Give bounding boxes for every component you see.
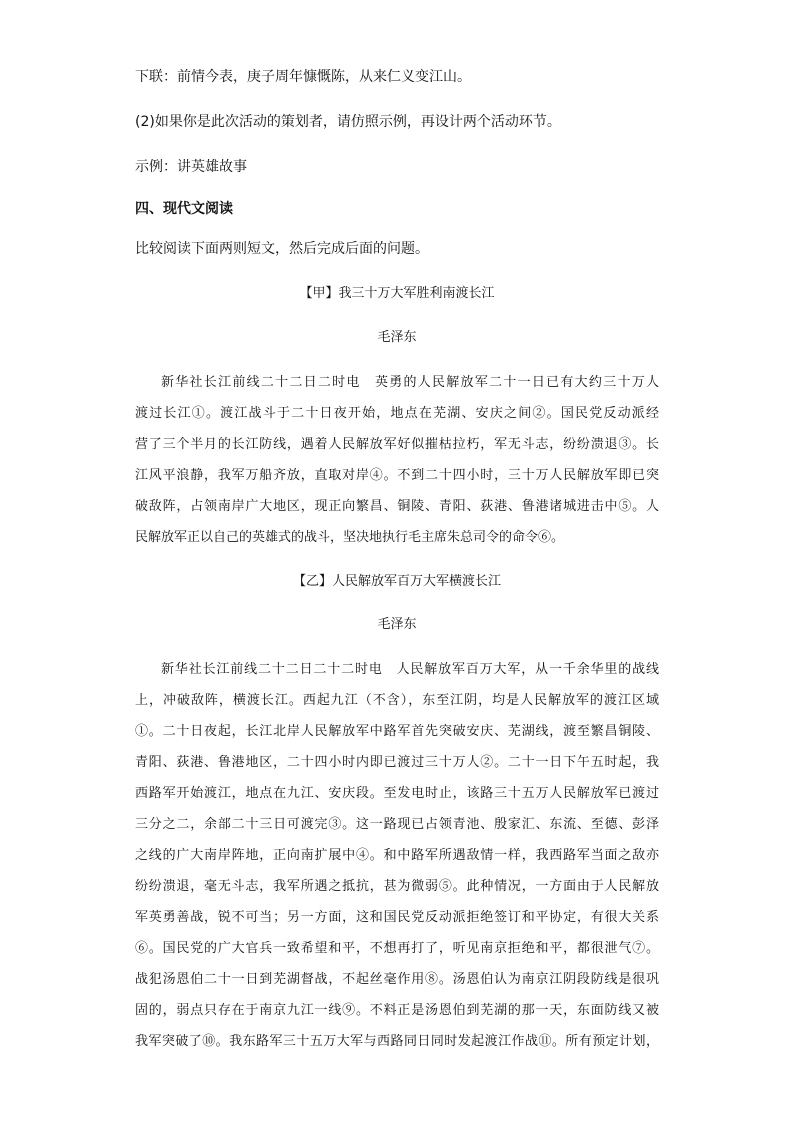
article-yi-line: ⑥。国民党的广大官兵一致希望和平，不想再打了，听见南京拒绝和平，都很泄气⑦。 [135, 941, 659, 956]
article-yi-line: 军英勇善战，锐不可当；另一方面，这和国民党反动派拒绝签订和平协定，有很大关系 [135, 910, 659, 925]
article-yi-line: 纷纷溃退，毫无斗志，我军所遇之抵抗，甚为微弱⑤。此种情况，一方面由于人民解放 [135, 879, 659, 894]
section-heading: 四、现代文阅读 [135, 201, 233, 217]
article-jia-line: 破敌阵，占领南岸广大地区，现正向繁昌、铜陵、青阳、荻港、鲁港诸城进击中⑤。人 [135, 499, 659, 514]
article-yi-line: 战犯汤恩伯二十一日到芜湖督战，不起丝毫作用⑧。汤恩伯认为南京江阴段防线是很巩 [135, 972, 659, 987]
article-yi-line: 新华社长江前线二十二日二十二时电 人民解放军百万大军，从一千余华里的战线 [161, 662, 659, 677]
article-jia-title: 【甲】我三十万大军胜利南渡长江 [299, 286, 495, 301]
question-2-line: (2)如果你是此次活动的策划者，请仿照示例，再设计两个活动环节。 [135, 114, 561, 130]
article-jia-line: 新华社长江前线二十二日二时电 英勇的人民解放军二十一日已有大约三十万人 [161, 375, 659, 390]
instruction-line: 比较阅读下面两则短文，然后完成后面的问题。 [135, 241, 429, 257]
article-yi-title: 【乙】人民解放军百万大军横渡长江 [292, 574, 501, 589]
article-yi-line: ①。二十日夜起，长江北岸人民解放军中路军首先突破安庆、芜湖线，渡至繁昌铜陵、 [135, 724, 659, 739]
xialian-line: 下联：前情今表，庚子周年慷慨陈，从来仁义变江山。 [135, 69, 471, 85]
article-jia-author: 毛泽东 [377, 330, 417, 345]
article-yi-line: 青阳、荻港、鲁港地区，二十四小时内即已渡过三十万人②。二十一日下午五时起，我 [135, 755, 659, 770]
article-yi-line: 之线的广大南岸阵地，正向南扩展中④。和中路军所遇敌情一样，我西路军当面之敌亦 [135, 848, 659, 863]
article-jia-line: 民解放军正以自己的英雄式的战斗，坚决地执行毛主席朱总司令的命令⑥。 [135, 530, 565, 545]
article-yi-author: 毛泽东 [377, 617, 417, 632]
example-line: 示例：讲英雄故事 [135, 159, 247, 175]
article-yi-line: 西路军开始渡江，地点在九江、安庆段。至发电时止，该路三十五万人民解放军已渡过 [135, 786, 659, 801]
article-yi-line: 我军突破了⑩。我东路军三十五万大军与西路同日同时发起渡江作战⑪。所有预定计划， [135, 1034, 659, 1049]
article-yi-line: 固的，弱点只存在于南京九江一线⑨。不料正是汤恩伯到芜湖的那一天，东面防线又被 [135, 1003, 659, 1018]
article-yi-line: 三分之二，余部二十三日可渡完③。这一路现已占领青池、殷家汇、东流、至德、彭泽 [135, 817, 659, 832]
article-jia-line: 江风平浪静，我军万船齐放，直取对岸④。不到二十四小时，三十万人民解放军即已突 [135, 468, 659, 483]
article-jia-line: 营了三个半月的长江防线，遇着人民解放军好似摧枯拉朽，军无斗志，纷纷溃退③。长 [135, 437, 659, 452]
article-jia-line: 渡过长江①。渡江战斗于二十日夜开始，地点在芜湖、安庆之间②。国民党反动派经 [135, 406, 659, 421]
article-yi-line: 上，冲破敌阵，横渡长江。西起九江（不含），东至江阴，均是人民解放军的渡江区域 [135, 693, 659, 708]
